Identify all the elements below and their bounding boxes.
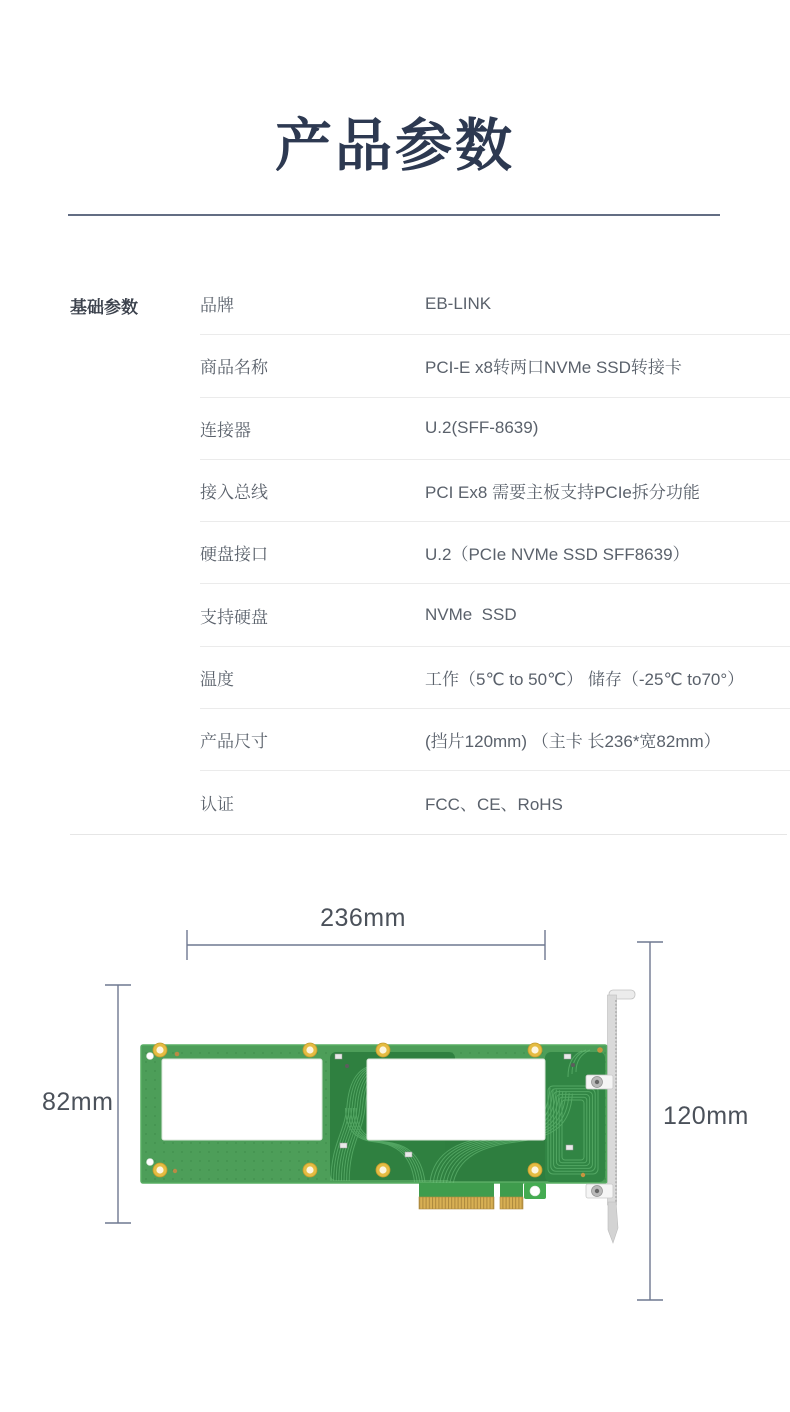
spec-row-bus — [200, 460, 790, 522]
page-title: 产品参数 — [275, 114, 515, 178]
spec-label: 品牌 — [200, 296, 234, 316]
copper-pad — [173, 1169, 177, 1173]
spec-row-connector — [200, 398, 790, 460]
spec-label: 商品名称 — [200, 358, 268, 378]
copper-pad — [175, 1052, 180, 1057]
copper-pad — [581, 1173, 585, 1177]
mounting-hole — [303, 1043, 317, 1057]
dimension-label-width: 236mm — [320, 904, 406, 932]
pcb-board — [141, 1043, 607, 1209]
dimension-label-height: 82mm — [42, 1088, 114, 1116]
bracket-clip — [586, 1075, 613, 1089]
spec-value: U.2(SFF-8639) — [425, 418, 539, 438]
bracket-strip — [608, 995, 617, 1205]
table-bottom-divider — [70, 834, 787, 835]
mounting-hole — [376, 1163, 390, 1177]
bracket-tail — [608, 1202, 618, 1243]
spec-row-disk-interface — [200, 522, 790, 584]
spec-label: 支持硬盘 — [200, 607, 268, 627]
screw-tab — [524, 1183, 546, 1199]
mounting-hole — [153, 1163, 167, 1177]
spec-value: PCI Ex8 需要主板支持PCIe拆分功能 — [425, 483, 700, 503]
dimension-label-bracket: 120mm — [663, 1102, 749, 1130]
spec-label: 连接器 — [200, 420, 251, 440]
title-divider — [68, 214, 720, 216]
spec-label: 接入总线 — [200, 483, 268, 503]
board-hole — [147, 1053, 154, 1060]
mounting-hole — [528, 1163, 542, 1177]
board-hole — [147, 1159, 154, 1166]
spec-value: EB-LINK — [425, 293, 492, 313]
gold-fingers — [500, 1197, 523, 1209]
mounting-hole — [153, 1043, 167, 1057]
spec-label: 硬盘接口 — [200, 545, 268, 565]
spec-row-supported-disk — [200, 584, 790, 646]
spec-table — [0, 273, 790, 834]
spec-label: 温度 — [200, 669, 234, 689]
mounting-hole — [303, 1163, 317, 1177]
spec-value: PCI-E x8转两口NVMe SSD转接卡 — [425, 358, 682, 378]
connector-tab — [500, 1183, 523, 1197]
u2-slot-cutout-right — [367, 1059, 545, 1140]
spec-rows — [200, 273, 790, 834]
spec-label: 认证 — [200, 795, 234, 815]
spec-row-certification — [200, 771, 790, 833]
spec-group-label: 基础参数 — [70, 298, 138, 317]
spec-value: 工作（5℃ to 50℃） 储存（-25℃ to70°） — [425, 669, 745, 689]
spec-label: 产品尺寸 — [200, 732, 268, 752]
spec-row-dimensions — [200, 709, 790, 771]
spec-row-product-name — [200, 335, 790, 397]
spec-value: U.2（PCIe NVMe SSD SFF8639） — [425, 545, 690, 565]
connector-tab — [419, 1183, 494, 1197]
copper-pad — [597, 1047, 603, 1053]
spec-row-brand — [200, 273, 790, 335]
pcie-edge-connector — [419, 1183, 523, 1209]
spec-row-temperature — [200, 647, 790, 709]
spec-value: (挡片120mm) （主卡 长236*宽82mm） — [425, 732, 721, 752]
gold-fingers — [419, 1197, 494, 1209]
product-diagram — [0, 880, 790, 1350]
spec-value: FCC、CE、RoHS — [425, 795, 563, 815]
bracket-clip — [586, 1184, 613, 1198]
u2-slot-cutout-left — [162, 1059, 322, 1140]
spec-value: NVMe SSD — [425, 605, 517, 625]
mounting-hole — [528, 1043, 542, 1057]
mounting-hole — [376, 1043, 390, 1057]
